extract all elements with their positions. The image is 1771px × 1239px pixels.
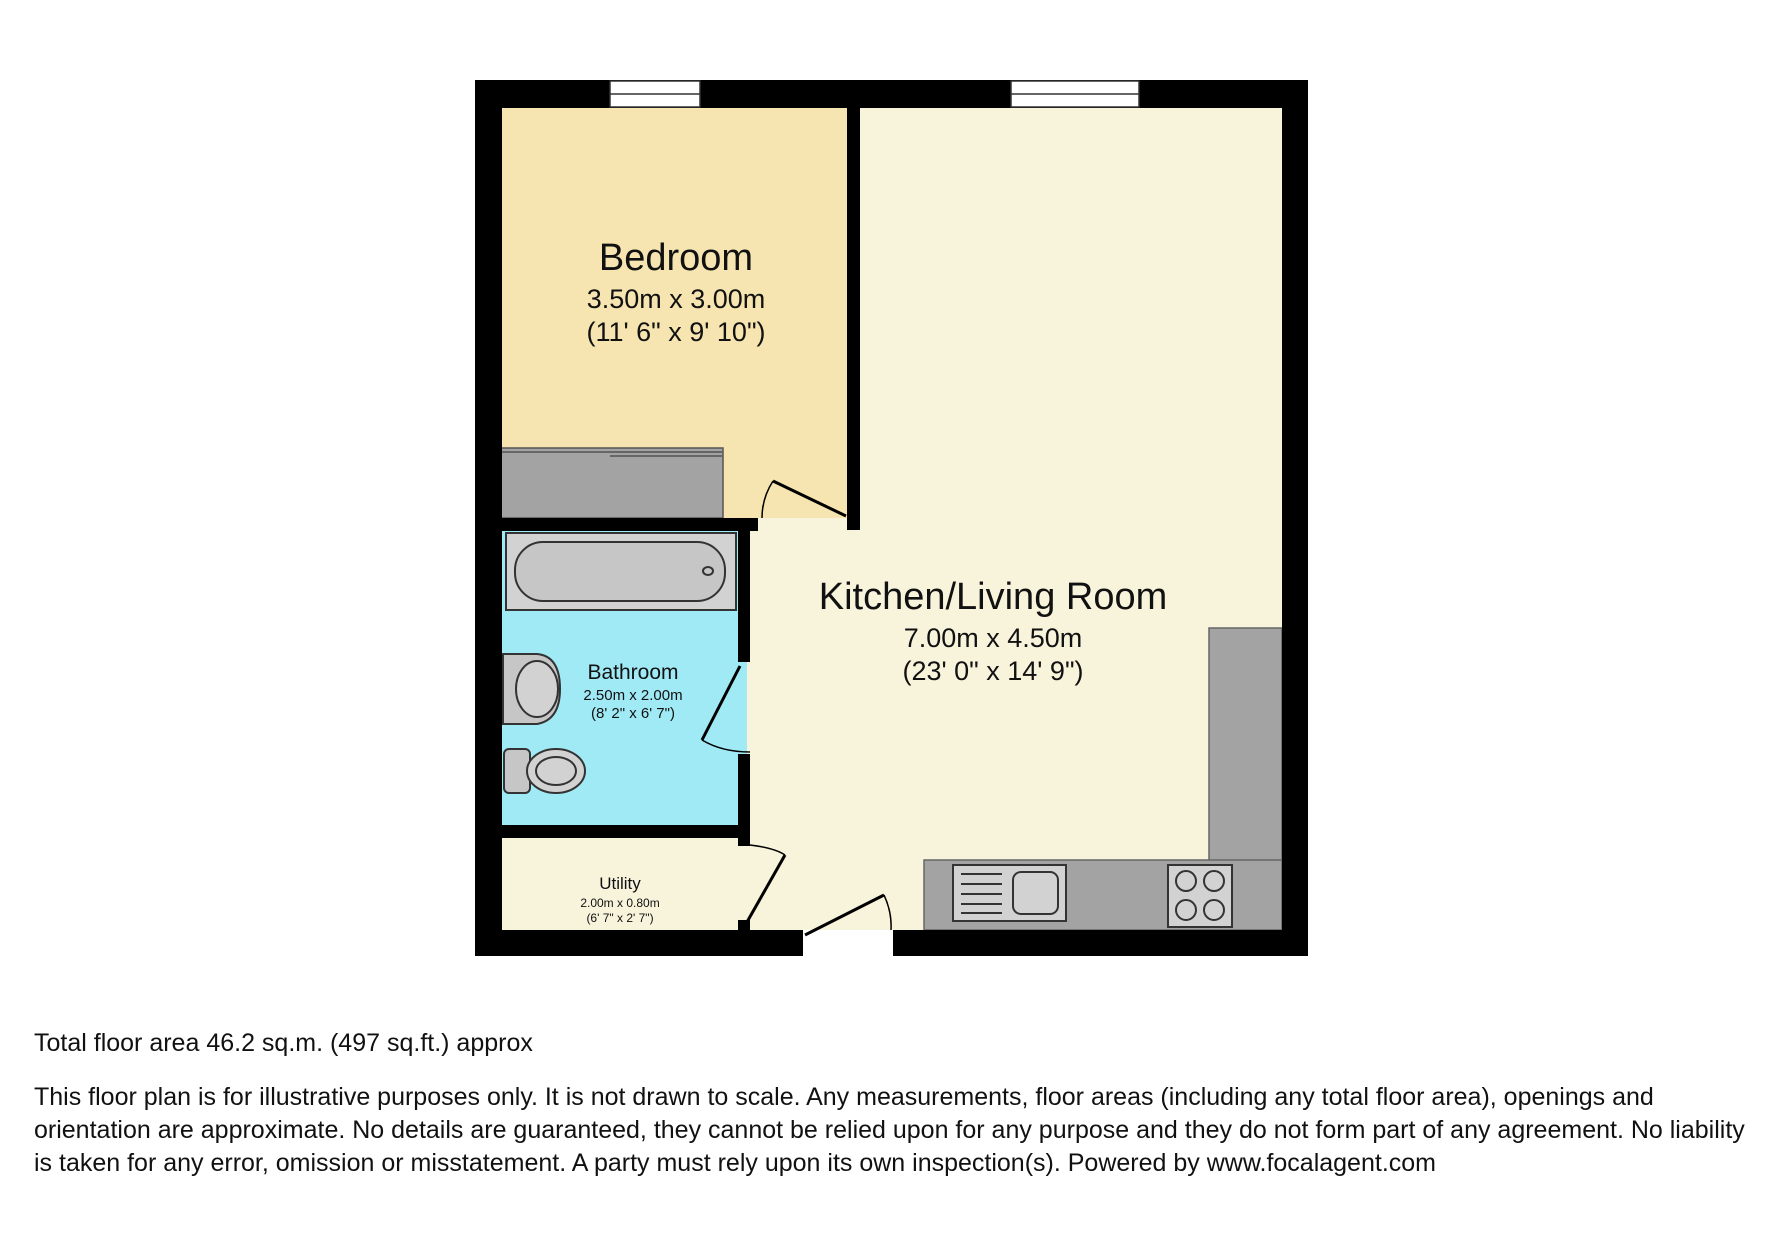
disclaimer-text: This floor plan is for illustrative purposes only. It is not drawn to scale. Any measurements, floor areas (including any total floor area), openings and orientation are approximate. No details are guaranteed, they cannot be relied upon for any purpose and they do not form part of any agreement. No liability is taken for any error, omission or misstatement. A party must rely upon its own inspection(s). Powered by www.focalagent.com — [34, 1083, 1745, 1177]
window-living-room — [1011, 81, 1139, 107]
window-bedroom — [610, 81, 700, 107]
bathroom-label — [583, 661, 682, 722]
bedroom-metric: 3.50m x 3.00m — [586, 284, 766, 314]
hob-icon — [1168, 865, 1232, 927]
bathroom-imperial: (8' 2" x 6' 7") — [591, 705, 675, 722]
toilet-icon — [504, 749, 585, 793]
bathroom-name: Bathroom — [587, 661, 679, 684]
kitchen-living-metric: 7.00m x 4.50m — [903, 623, 1083, 653]
bathroom-metric: 2.50m x 2.00m — [583, 687, 683, 704]
washbasin-icon — [503, 654, 560, 724]
utility-imperial: (6' 7" x 2' 7") — [586, 911, 654, 925]
utility-metric: 2.00m x 0.80m — [580, 896, 660, 910]
total-floor-area: Total floor area 46.2 sq.m. (497 sq.ft.) approx — [34, 1029, 533, 1057]
kitchen-sink — [953, 865, 1066, 921]
wardrobe — [501, 448, 723, 518]
utility-name: Utility — [599, 874, 641, 893]
kitchen-living-name: Kitchen/Living Room — [818, 576, 1168, 618]
bedroom-label — [586, 237, 765, 347]
bedroom-name: Bedroom — [598, 237, 754, 279]
bedroom-imperial: (11' 6" x 9' 10") — [586, 317, 766, 347]
bathtub-icon — [506, 533, 736, 610]
kitchen-living-imperial: (23' 0" x 14' 9") — [902, 656, 1084, 686]
